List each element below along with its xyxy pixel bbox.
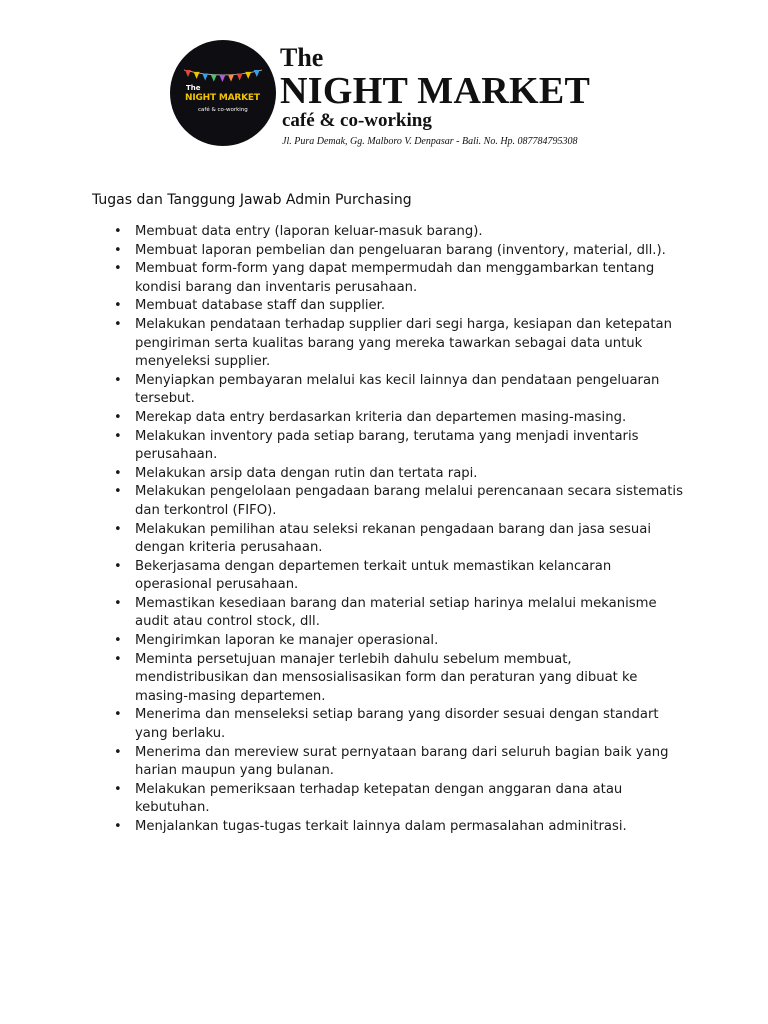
list-item-text: Membuat form-form yang dapat mempermudah dan menggambarkan tentang kondisi barang dan inventaris perusahaan. <box>135 261 655 295</box>
bunting-flag <box>211 75 217 82</box>
list-item-text: Melakukan inventory pada setiap barang, terutama yang menjadi inventaris perusahaan. <box>135 428 639 463</box>
brand-name: NIGHT MARKET <box>280 70 591 112</box>
list-item-text: Menjalankan tugas-tugas terkait lainnya dalam permasalahan adminitrasi. <box>135 819 627 834</box>
duty-list <box>114 223 684 837</box>
list-item <box>114 409 684 428</box>
night-market-logo <box>170 40 276 146</box>
list-item-text: Bekerjasama dengan departemen terkait untuk memastikan kelancaran operasional perusahaan. <box>135 558 612 593</box>
list-item <box>114 521 684 558</box>
list-item-text: Memastikan kesediaan barang dan material setiap harinya melalui mekanisme audit atau control stock, dll. <box>135 595 657 630</box>
logo-text-name: NIGHT MARKET <box>185 93 260 103</box>
list-item-text: Melakukan pendataan terhadap supplier dari segi harga, kesiapan dan ketepatan pengiriman serta kualitas barang yang mereka tawarkan sebagai data untuk menyeleksi supplier. <box>135 316 672 370</box>
list-item-text: Mengirimkan laporan ke manajer operasional. <box>135 633 439 649</box>
list-item-text: Menyiapkan pembayaran melalui kas kecil lainnya dan pendataan pengeluaran tersebut. <box>135 372 660 407</box>
bunting-flag <box>202 74 208 81</box>
list-item <box>114 297 684 316</box>
bullet-icon: • <box>114 316 122 332</box>
list-item-text: Melakukan pemilihan atau seleksi rekanan pengadaan barang dan jasa sesuai dengan kriteria perusahaan. <box>135 521 652 556</box>
list-item-text: Melakukan pengelolaan pengadaan barang melalui perencanaan secara sistematis dan terkontrol (FIFO). <box>135 484 683 518</box>
list-item-text: Merekap data entry berdasarkan kriteria dan departemen masing-masing. <box>135 409 627 425</box>
list-item-text: Membuat laporan pembelian dan pengeluaran barang (inventory, material, dll.). <box>135 242 666 258</box>
bunting-flag <box>185 70 191 77</box>
list-item-text: Melakukan arsip data dengan rutin dan tertata rapi. <box>135 465 478 481</box>
bunting-flag <box>254 70 260 77</box>
list-item <box>114 781 684 818</box>
logo-text-sub: café & co-working <box>198 107 248 113</box>
list-item <box>114 260 684 297</box>
list-item <box>114 242 684 261</box>
list-item <box>114 223 684 242</box>
document-title: Tugas dan Tanggung Jawab Admin Purchasing <box>92 192 412 208</box>
bunting-flag <box>245 72 251 79</box>
list-item <box>114 632 684 651</box>
bullet-icon: • <box>114 744 122 760</box>
list-item <box>114 818 684 837</box>
list-item <box>114 428 684 465</box>
list-item <box>114 372 684 409</box>
bullet-icon: • <box>114 465 122 481</box>
letterhead <box>170 40 630 152</box>
logo-text-the: The <box>186 84 201 92</box>
list-item <box>114 651 684 707</box>
list-item-text: Membuat database staff dan supplier. <box>135 298 386 314</box>
bunting-flag <box>237 74 243 81</box>
bullet-icon: • <box>114 819 122 834</box>
bullet-icon: • <box>114 261 122 277</box>
list-item <box>114 483 684 520</box>
bullet-icon: • <box>114 521 122 537</box>
list-item-text: Membuat data entry (laporan keluar-masuk barang). <box>135 224 483 239</box>
bunting-flag <box>194 72 200 79</box>
list-item <box>114 465 684 484</box>
bullet-icon: • <box>114 224 122 239</box>
bullet-icon: • <box>114 484 122 500</box>
list-item <box>114 558 684 595</box>
list-item <box>114 316 684 372</box>
brand-the: The <box>280 43 324 72</box>
bullet-icon: • <box>114 633 122 649</box>
list-item-text: Menerima dan menseleksi setiap barang yang disorder sesuai dengan standart yang berlaku. <box>135 707 659 742</box>
bullet-icon: • <box>114 558 122 574</box>
bullet-icon: • <box>114 298 122 314</box>
bullet-icon: • <box>114 595 122 611</box>
brand-address: Jl. Pura Demak, Gg. Malboro V. Denpasar - Bali. No. Hp. 087784795308 <box>282 136 578 147</box>
bullet-icon: • <box>114 428 122 444</box>
bunting-flag <box>228 75 234 82</box>
bullet-icon: • <box>114 242 122 258</box>
list-item-text: Melakukan pemeriksaan terhadap ketepatan dengan anggaran dana atau kebutuhan. <box>135 781 623 816</box>
bullet-icon: • <box>114 372 122 388</box>
list-item <box>114 744 684 781</box>
list-item-text: Meminta persetujuan manajer terlebih dahulu sebelum membuat, mendistribusikan dan mensosialisasikan form dan peraturan yang dibuat ke masing-masing departemen. <box>135 651 638 704</box>
bunting-flag <box>219 75 225 82</box>
brand-tagline: café & co-working <box>282 110 432 131</box>
bullet-icon: • <box>114 707 122 723</box>
list-item <box>114 706 684 743</box>
list-item-text: Menerima dan mereview surat pernyataan barang dari seluruh bagian baik yang harian maupun yang bulanan. <box>135 744 669 779</box>
bullet-icon: • <box>114 651 122 667</box>
bullet-icon: • <box>114 781 122 797</box>
list-item <box>114 595 684 632</box>
bullet-icon: • <box>114 409 122 425</box>
